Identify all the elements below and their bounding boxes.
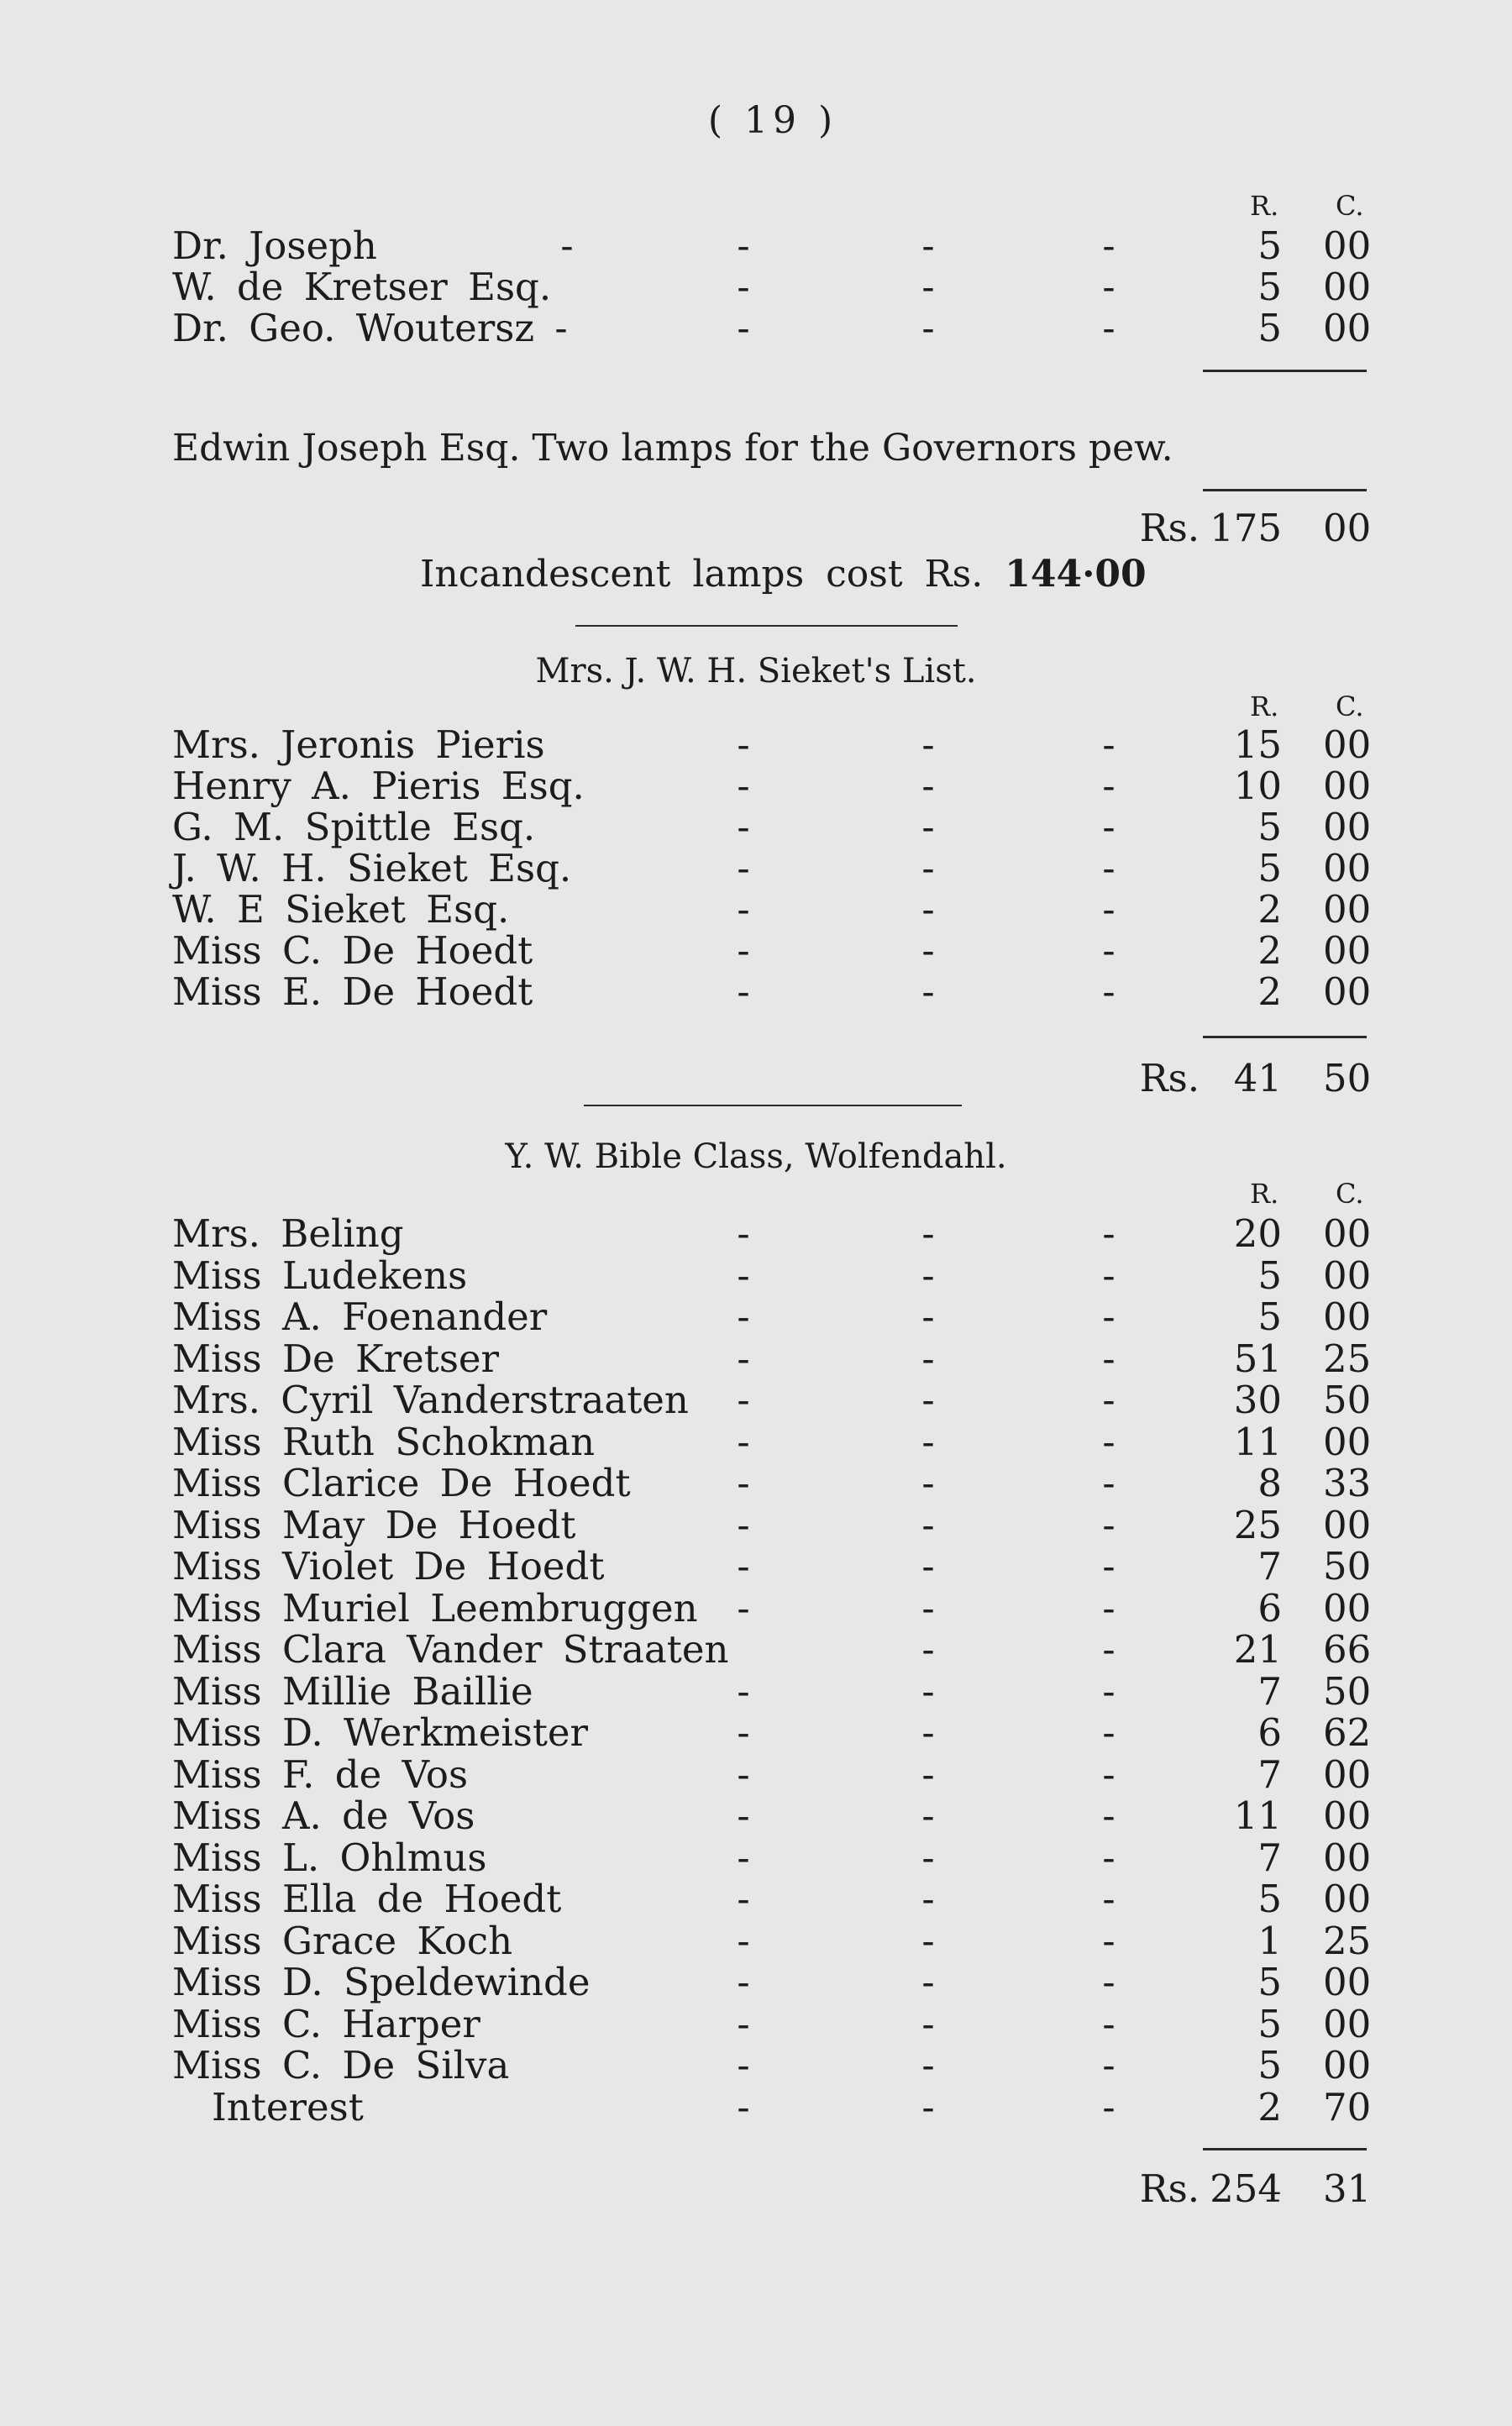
amount-rupees: 7 bbox=[1257, 1835, 1282, 1880]
leader-dash: - bbox=[737, 265, 750, 309]
amount-cents: 00 bbox=[1323, 846, 1372, 890]
leader-dash: - bbox=[921, 1668, 935, 1714]
leader-dash: - bbox=[1102, 1461, 1116, 1505]
leader-dash: - bbox=[921, 1877, 935, 1921]
subscriber-name: Miss Millie Baillie bbox=[172, 1668, 533, 1714]
amount-rupees: 11 bbox=[1233, 1793, 1282, 1838]
section1-total bbox=[0, 507, 1512, 550]
leader-dash: - bbox=[921, 1793, 935, 1838]
amount-cents: 00 bbox=[1323, 265, 1372, 309]
leader-dash: - bbox=[1102, 2084, 1116, 2129]
subscriber-name: Mrs. Beling bbox=[172, 1211, 404, 1256]
subscriber-name: Miss C. De Silva bbox=[172, 2043, 510, 2087]
subtotal-rule bbox=[1203, 2148, 1367, 2150]
page-number: ( 19 ) bbox=[707, 99, 838, 142]
amount-rupees: 5 bbox=[1257, 306, 1282, 350]
leader-dash: - bbox=[921, 1378, 935, 1422]
leader-dash: - bbox=[1102, 805, 1116, 849]
section2-title: Mrs. J. W. H. Sieket's List. bbox=[535, 652, 977, 691]
amount-rupees: 10 bbox=[1233, 764, 1282, 808]
subscriber-name: Miss C. De Hoedt bbox=[172, 928, 533, 973]
ledger-row bbox=[0, 1795, 1512, 1837]
ledger-row bbox=[0, 1629, 1512, 1671]
amount-cents: 00 bbox=[1323, 1585, 1372, 1630]
leader-dash: - bbox=[1102, 1294, 1116, 1339]
amount-cents: 00 bbox=[1323, 1294, 1372, 1339]
leader-dash: - bbox=[921, 223, 935, 268]
leader-dash: - bbox=[737, 1877, 750, 1921]
ledger-row bbox=[0, 225, 1512, 267]
ledger-row bbox=[0, 1338, 1512, 1380]
leader-dash: - bbox=[921, 1461, 935, 1505]
subscriber-name: G. M. Spittle Esq. bbox=[172, 805, 536, 849]
subscriber-name: Miss Clara Vander Straaten bbox=[172, 1627, 729, 1672]
leader-dash: - bbox=[1102, 1252, 1116, 1298]
ledger-row bbox=[0, 1837, 1512, 1879]
amount-cents: 00 bbox=[1323, 1502, 1372, 1547]
amount-cents: 25 bbox=[1323, 1336, 1372, 1381]
subscriber-name: Miss May De Hoedt bbox=[172, 1502, 576, 1547]
leader-dash: - bbox=[737, 1378, 750, 1422]
leader-dash: - bbox=[737, 1960, 750, 2004]
leader-dash: - bbox=[1102, 1668, 1116, 1714]
subscriber-name: Interest bbox=[212, 2084, 364, 2129]
subscriber-name: Miss Muriel Leembruggen bbox=[172, 1585, 698, 1630]
leader-dash: - bbox=[737, 1544, 750, 1588]
ledger-row bbox=[0, 2084, 1512, 2129]
amount-rupees: 8 bbox=[1257, 1461, 1282, 1505]
amount-cents: 66 bbox=[1323, 1627, 1372, 1672]
amount-cents: 00 bbox=[1323, 887, 1372, 932]
amount-cents: 50 bbox=[1323, 1378, 1372, 1422]
column-header-rupees: R. bbox=[1250, 190, 1279, 222]
amount-cents: 00 bbox=[1323, 928, 1372, 973]
ledger-row bbox=[0, 1421, 1512, 1463]
leader-dash: - bbox=[1102, 1378, 1116, 1422]
ledger-row bbox=[0, 1379, 1512, 1421]
leader-dash: - bbox=[1102, 722, 1116, 767]
ledger-row bbox=[0, 765, 1512, 807]
amount-rupees: 11 bbox=[1233, 1419, 1282, 1464]
leader-dash: - bbox=[1102, 1751, 1116, 1797]
amount-rupees: 6 bbox=[1257, 1585, 1282, 1630]
amount-rupees: 51 bbox=[1233, 1336, 1282, 1381]
total-rupees: 175 bbox=[1210, 506, 1282, 550]
total-rupees: 254 bbox=[1210, 2166, 1282, 2211]
amount-rupees: 7 bbox=[1257, 1668, 1282, 1714]
footnote-text: Incandescent lamps cost Rs. bbox=[420, 553, 984, 596]
section3-total bbox=[0, 2167, 1512, 2211]
leader-dash: - bbox=[921, 1627, 935, 1672]
ledger-row bbox=[0, 1668, 1512, 1714]
subscriber-name: Miss C. Harper bbox=[172, 2001, 480, 2046]
leader-dash: - bbox=[737, 764, 750, 808]
leader-dash: - bbox=[1102, 1544, 1116, 1588]
amount-rupees: 2 bbox=[1257, 969, 1282, 1014]
amount-rupees: 5 bbox=[1257, 805, 1282, 849]
ledger-row bbox=[0, 1252, 1512, 1298]
leader-dash: - bbox=[1102, 928, 1116, 973]
leader-dash: - bbox=[1102, 887, 1116, 932]
ledger-row bbox=[0, 930, 1512, 972]
leader-dash: - bbox=[921, 846, 935, 890]
subscriber-name: Miss Grace Koch bbox=[172, 1918, 513, 1963]
ledger-row bbox=[0, 1504, 1512, 1546]
subscriber-name: Miss Violet De Hoedt bbox=[172, 1544, 605, 1588]
ledger-row bbox=[0, 889, 1512, 931]
leader-dash: - bbox=[1102, 1960, 1116, 2004]
leader-dash: - bbox=[1102, 2043, 1116, 2087]
amount-rupees: 5 bbox=[1257, 2001, 1282, 2046]
amount-rupees: 20 bbox=[1233, 1211, 1282, 1256]
leader-dash: - bbox=[737, 722, 750, 767]
total-label: Rs. bbox=[1139, 506, 1200, 550]
leader-dash: - bbox=[1102, 1336, 1116, 1381]
total-cents: 00 bbox=[1323, 506, 1372, 550]
leader-dash: - bbox=[1102, 1502, 1116, 1547]
leader-dash: - bbox=[1102, 1710, 1116, 1755]
leader-dash: - bbox=[737, 1751, 750, 1797]
column-header-cents: C. bbox=[1336, 190, 1364, 222]
ledger-row bbox=[0, 971, 1512, 1013]
leader-dash: - bbox=[921, 1544, 935, 1588]
leader-dash: - bbox=[737, 887, 750, 932]
ledger-row bbox=[0, 724, 1512, 766]
section1-footnote bbox=[420, 553, 1147, 596]
amount-rupees: 21 bbox=[1233, 1627, 1282, 1672]
subtotal-rule bbox=[1203, 1036, 1367, 1038]
leader-dash: - bbox=[921, 969, 935, 1014]
amount-cents: 62 bbox=[1323, 1710, 1372, 1755]
amount-cents: 70 bbox=[1323, 2084, 1372, 2129]
amount-rupees: 5 bbox=[1257, 1294, 1282, 1339]
leader-dash: - bbox=[737, 846, 750, 890]
amount-rupees: 5 bbox=[1257, 265, 1282, 309]
amount-cents: 00 bbox=[1323, 1835, 1372, 1880]
leader-dash: - bbox=[737, 928, 750, 973]
leader-dash: - bbox=[737, 1502, 750, 1547]
amount-cents: 50 bbox=[1323, 1544, 1372, 1588]
leader-dash: - bbox=[921, 722, 935, 767]
section-divider bbox=[584, 1105, 962, 1106]
leader-dash: - bbox=[1102, 223, 1116, 268]
leader-dash: - bbox=[737, 1793, 750, 1838]
leader-dash: - bbox=[737, 223, 750, 268]
subscriber-name: Miss Ella de Hoedt bbox=[172, 1877, 562, 1921]
leader-dash: - bbox=[921, 1252, 935, 1298]
amount-cents: 00 bbox=[1323, 2043, 1372, 2087]
leader-dash: - bbox=[1102, 764, 1116, 808]
subscriber-name: Miss Clarice De Hoedt bbox=[172, 1461, 631, 1505]
ledger-row bbox=[0, 1585, 1512, 1630]
leader-dash: - bbox=[737, 1336, 750, 1381]
leader-dash: - bbox=[737, 1668, 750, 1714]
leader-dash: - bbox=[1102, 1585, 1116, 1630]
leader-dash: - bbox=[1102, 1793, 1116, 1838]
subscriber-name: Dr. Geo. Woutersz - bbox=[172, 306, 568, 350]
ledger-row bbox=[0, 266, 1512, 308]
amount-cents: 33 bbox=[1323, 1461, 1372, 1505]
leader-dash: - bbox=[737, 1461, 750, 1505]
leader-dash: - bbox=[737, 969, 750, 1014]
subtotal-rule bbox=[1203, 370, 1367, 372]
leader-dash: - bbox=[737, 1252, 750, 1298]
total-cents: 31 bbox=[1323, 2166, 1372, 2211]
ledger-row bbox=[0, 1296, 1512, 1338]
column-header-cents: C. bbox=[1336, 691, 1364, 722]
amount-rupees: 7 bbox=[1257, 1544, 1282, 1588]
amount-rupees: 15 bbox=[1233, 722, 1282, 767]
section-divider bbox=[575, 625, 958, 627]
amount-cents: 00 bbox=[1323, 223, 1372, 268]
subscriber-name: J. W. H. Sieket Esq. bbox=[172, 846, 572, 890]
amount-cents: 00 bbox=[1323, 1419, 1372, 1464]
leader-dash: - bbox=[1102, 1835, 1116, 1880]
subscriber-name: Miss D. Werkmeister bbox=[172, 1710, 589, 1755]
amount-rupees: 2 bbox=[1257, 928, 1282, 973]
leader-dash: - bbox=[737, 1918, 750, 1963]
amount-cents: 00 bbox=[1323, 1211, 1372, 1256]
ledger-row bbox=[0, 1712, 1512, 1754]
amount-cents: 00 bbox=[1323, 1252, 1372, 1298]
subscriber-name: Miss E. De Hoedt bbox=[172, 969, 533, 1014]
amount-cents: 00 bbox=[1323, 306, 1372, 350]
ledger-row bbox=[0, 848, 1512, 890]
amount-rupees: 5 bbox=[1257, 2043, 1282, 2087]
leader-dash: - bbox=[921, 1419, 935, 1464]
amount-rupees: 5 bbox=[1257, 1877, 1282, 1921]
subscriber-name: Dr. Joseph bbox=[172, 223, 377, 268]
total-label: Rs. bbox=[1139, 2166, 1200, 2211]
subscriber-name: Mrs. Cyril Vanderstraaten bbox=[172, 1378, 689, 1422]
subscriber-name: W. E Sieket Esq. bbox=[172, 887, 510, 932]
amount-cents: 25 bbox=[1323, 1918, 1372, 1963]
ledger-row bbox=[0, 307, 1512, 349]
subscriber-name: Miss F. de Vos bbox=[172, 1751, 469, 1797]
leader-dash: - bbox=[921, 887, 935, 932]
leader-dash: - bbox=[737, 1835, 750, 1880]
subscriber-name: Miss Ludekens bbox=[172, 1252, 468, 1298]
leader-dash: - bbox=[921, 2001, 935, 2046]
leader-dash: - bbox=[921, 764, 935, 808]
section1-note: Edwin Joseph Esq. Two lamps for the Governors pew. bbox=[172, 427, 1173, 470]
leader-dash: - bbox=[921, 805, 935, 849]
leader-dash: - bbox=[921, 306, 935, 350]
amount-rupees: 30 bbox=[1233, 1378, 1282, 1422]
leader-dash: - bbox=[921, 2084, 935, 2129]
ledger-row bbox=[0, 1213, 1512, 1255]
leader-dash: - bbox=[921, 2043, 935, 2087]
amount-rupees: 5 bbox=[1257, 223, 1282, 268]
amount-rupees: 7 bbox=[1257, 1751, 1282, 1797]
leader-dash: - bbox=[921, 1960, 935, 2004]
subscriber-name: Miss A. Foenander bbox=[172, 1294, 548, 1339]
subscriber-name: Miss A. de Vos bbox=[172, 1793, 475, 1838]
section3-title: Y. W. Bible Class, Wolfendahl. bbox=[505, 1137, 1007, 1176]
column-header-rupees: R. bbox=[1250, 1178, 1279, 1210]
subtotal-rule bbox=[1203, 489, 1367, 491]
leader-dash: - bbox=[921, 1502, 935, 1547]
amount-rupees: 2 bbox=[1257, 887, 1282, 932]
subscriber-name: Miss D. Speldewinde bbox=[172, 1960, 591, 2004]
amount-cents: 00 bbox=[1323, 764, 1372, 808]
leader-dash: - bbox=[921, 1211, 935, 1256]
ledger-row bbox=[0, 2003, 1512, 2045]
ledger-row bbox=[0, 2045, 1512, 2087]
ledger-row bbox=[0, 1878, 1512, 1920]
leader-dash: - bbox=[737, 1710, 750, 1755]
amount-cents: 00 bbox=[1323, 1751, 1372, 1797]
leader-dash: - bbox=[1102, 846, 1116, 890]
leader-dash: - bbox=[737, 1294, 750, 1339]
section2-total bbox=[0, 1057, 1512, 1100]
leader-dash: - bbox=[1102, 1918, 1116, 1963]
leader-dash: - bbox=[737, 805, 750, 849]
leader-dash: - bbox=[560, 223, 574, 268]
leader-dash: - bbox=[737, 2001, 750, 2046]
leader-dash: - bbox=[737, 2084, 750, 2129]
ledger-row bbox=[0, 1920, 1512, 1962]
amount-rupees: 2 bbox=[1257, 2084, 1282, 2129]
amount-cents: 00 bbox=[1323, 1877, 1372, 1921]
leader-dash: - bbox=[1102, 1419, 1116, 1464]
leader-dash: - bbox=[1102, 1627, 1116, 1672]
ledger-row bbox=[0, 1546, 1512, 1588]
ledger-row bbox=[0, 1961, 1512, 2003]
leader-dash: - bbox=[737, 1585, 750, 1630]
leader-dash: - bbox=[1102, 969, 1116, 1014]
amount-rupees: 5 bbox=[1257, 846, 1282, 890]
subscriber-name: Miss Ruth Schokman bbox=[172, 1419, 596, 1464]
amount-cents: 00 bbox=[1323, 1793, 1372, 1838]
column-header-cents: C. bbox=[1336, 1178, 1364, 1210]
total-rupees: 41 bbox=[1233, 1056, 1282, 1100]
amount-cents: 50 bbox=[1323, 1668, 1372, 1714]
amount-cents: 00 bbox=[1323, 722, 1372, 767]
column-header-rupees: R. bbox=[1250, 691, 1279, 722]
leader-dash: - bbox=[1102, 265, 1116, 309]
leader-dash: - bbox=[737, 1419, 750, 1464]
leader-dash: - bbox=[1102, 1211, 1116, 1256]
subscriber-name: Miss L. Ohlmus bbox=[172, 1835, 487, 1880]
amount-rupees: 5 bbox=[1257, 1960, 1282, 2004]
leader-dash: - bbox=[921, 1710, 935, 1755]
subscriber-name: Miss De Kretser bbox=[172, 1336, 500, 1381]
leader-dash: - bbox=[737, 306, 750, 350]
amount-rupees: 5 bbox=[1257, 1252, 1282, 1298]
amount-cents: 00 bbox=[1323, 1960, 1372, 2004]
total-label: Rs. bbox=[1139, 1056, 1200, 1100]
amount-cents: 00 bbox=[1323, 969, 1372, 1014]
amount-rupees: 25 bbox=[1233, 1502, 1282, 1547]
leader-dash: - bbox=[921, 1585, 935, 1630]
ledger-row bbox=[0, 806, 1512, 848]
leader-dash: - bbox=[1102, 2001, 1116, 2046]
amount-rupees: 6 bbox=[1257, 1710, 1282, 1755]
leader-dash: - bbox=[737, 1211, 750, 1256]
leader-dash: - bbox=[1102, 306, 1116, 350]
ledger-row bbox=[0, 1462, 1512, 1504]
leader-dash: - bbox=[921, 1751, 935, 1797]
subscriber-name: W. de Kretser Esq. bbox=[172, 265, 552, 309]
amount-rupees: 1 bbox=[1257, 1918, 1282, 1963]
leader-dash: - bbox=[921, 1336, 935, 1381]
footnote-amount: 144·00 bbox=[1005, 553, 1147, 596]
subscriber-name: Henry A. Pieris Esq. bbox=[172, 764, 585, 808]
amount-cents: 00 bbox=[1323, 805, 1372, 849]
amount-cents: 00 bbox=[1323, 2001, 1372, 2046]
leader-dash: - bbox=[921, 1294, 935, 1339]
leader-dash: - bbox=[1102, 1877, 1116, 1921]
ledger-row bbox=[0, 1751, 1512, 1797]
total-cents: 50 bbox=[1323, 1056, 1372, 1100]
leader-dash: - bbox=[921, 1918, 935, 1963]
subscriber-name: Mrs. Jeronis Pieris bbox=[172, 722, 545, 767]
leader-dash: - bbox=[921, 928, 935, 973]
leader-dash: - bbox=[737, 2043, 750, 2087]
leader-dash: - bbox=[921, 1835, 935, 1880]
leader-dash: - bbox=[921, 265, 935, 309]
